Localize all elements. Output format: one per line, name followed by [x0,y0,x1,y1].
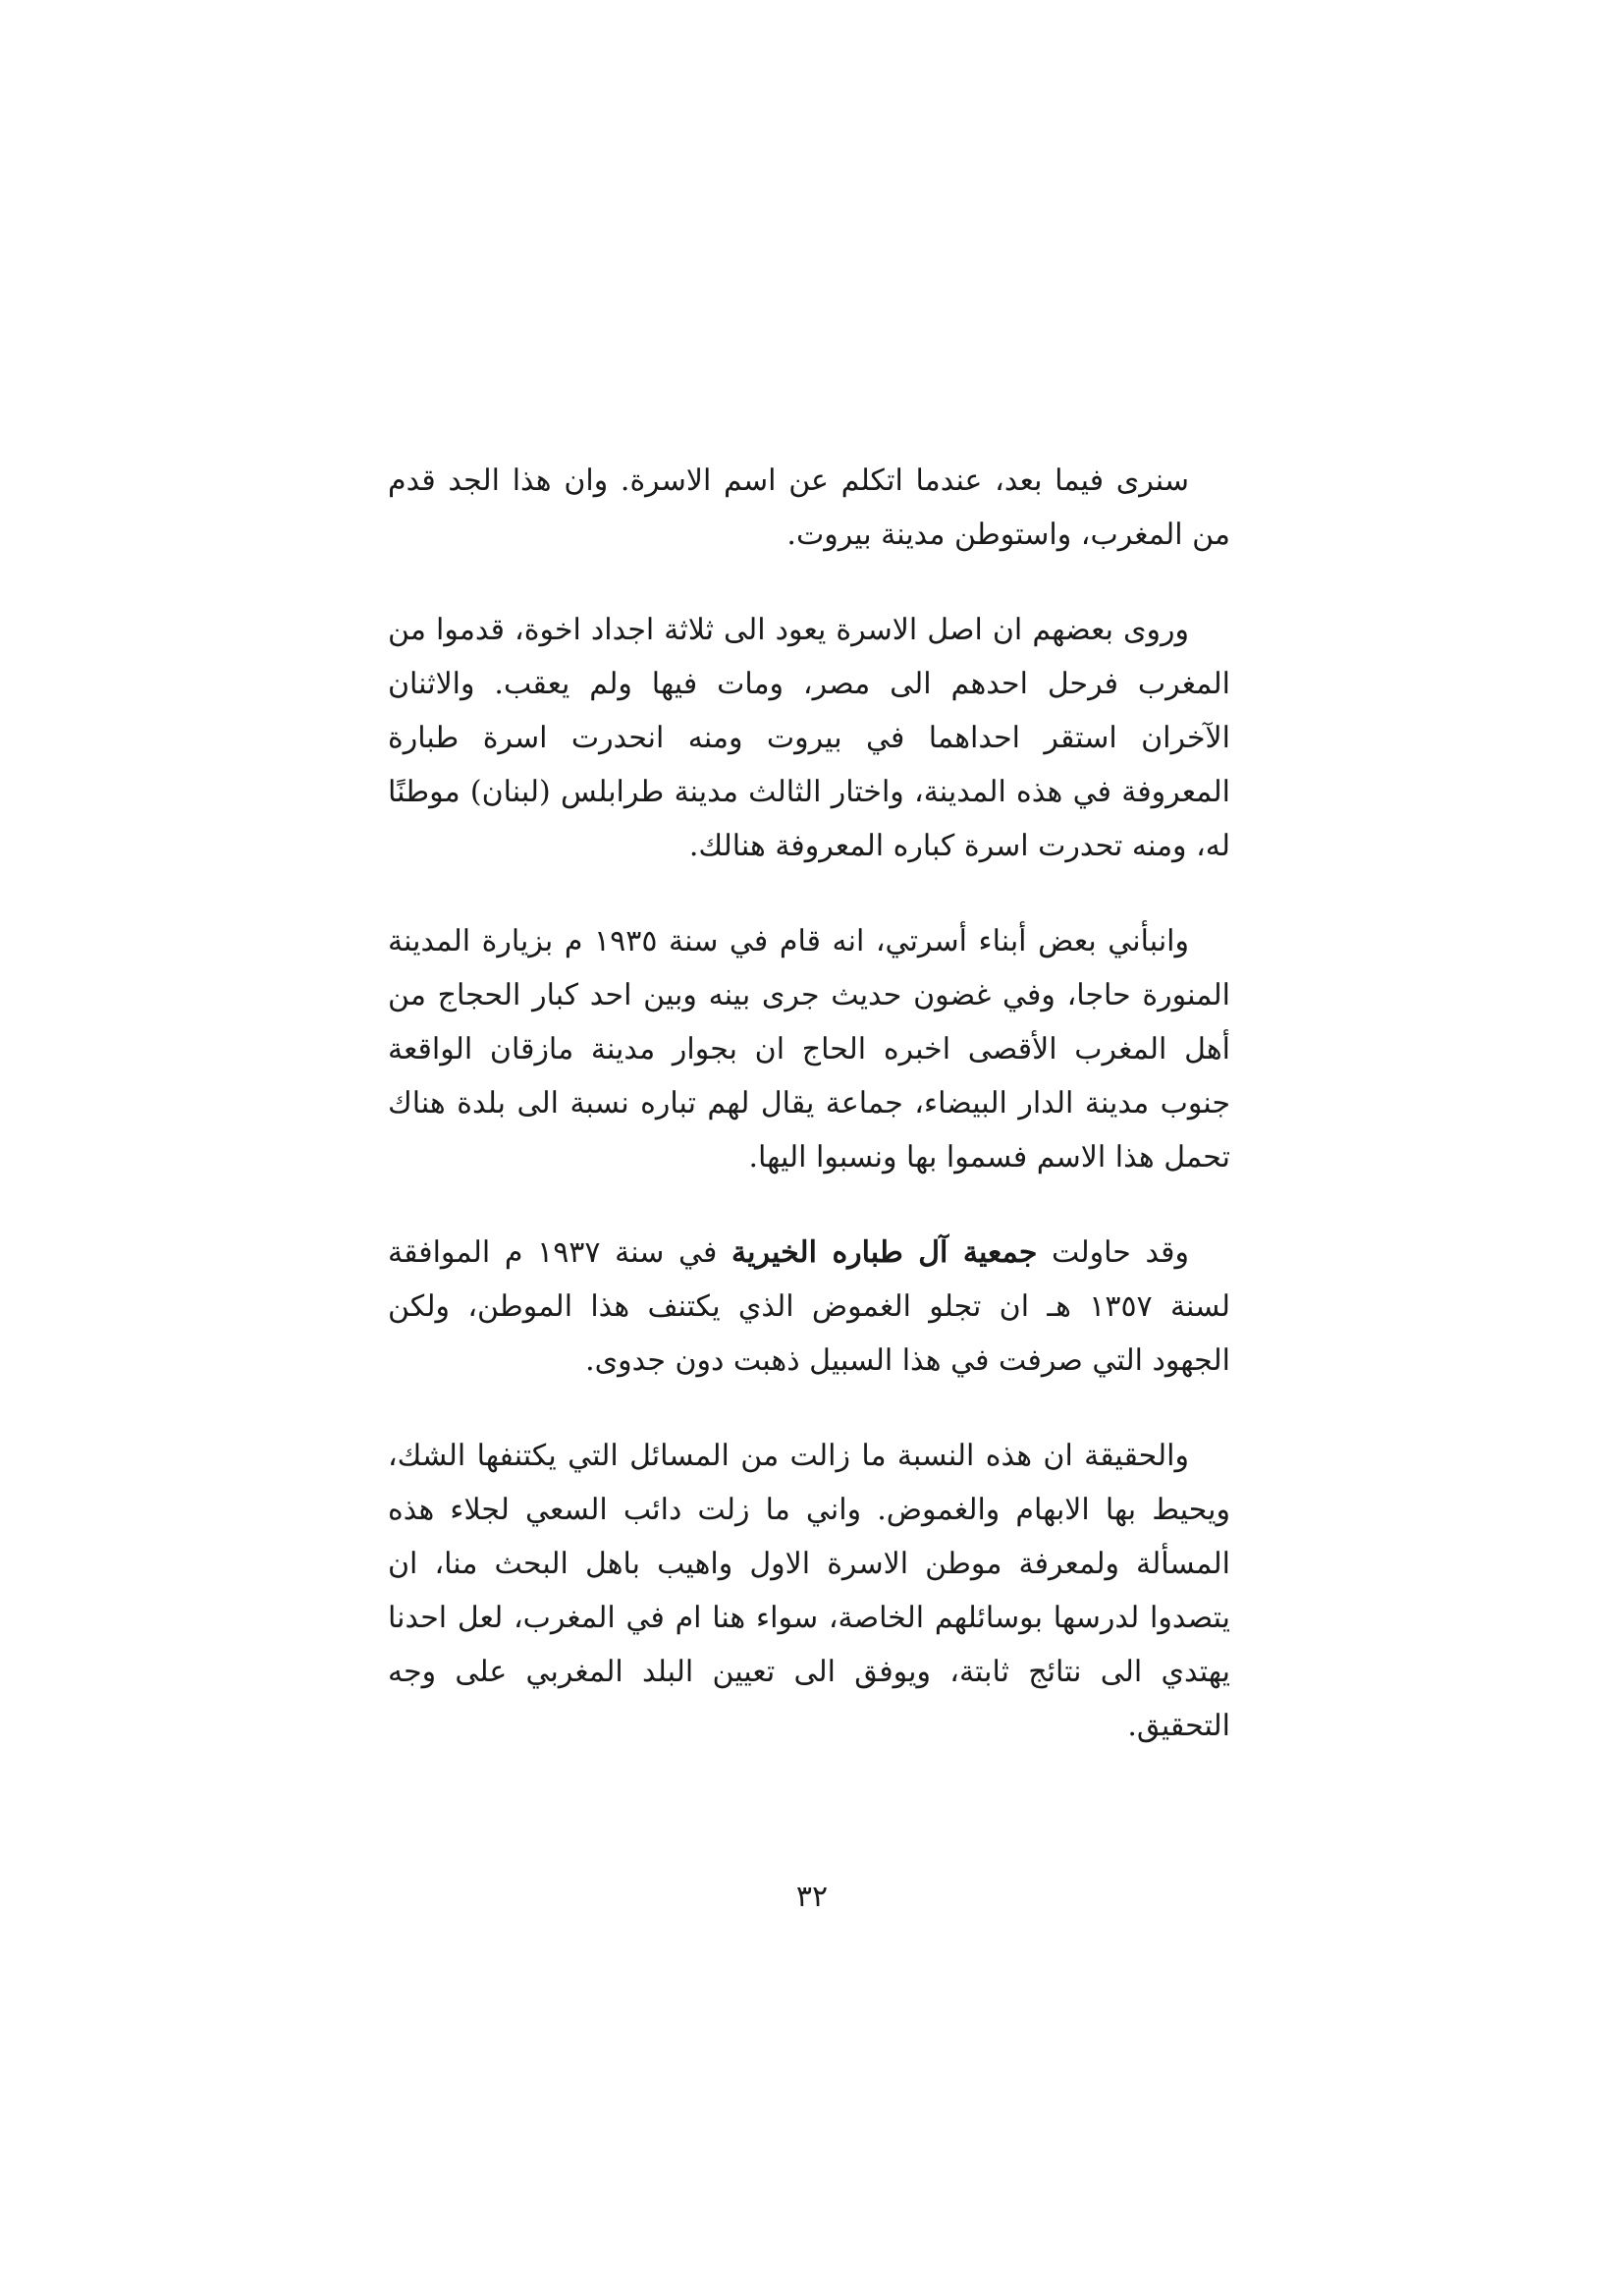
paragraph-4-society-name: جمعية آل طباره الخيرية [731,1235,1038,1270]
page-number: ٣٢ [795,1880,829,1914]
document-body [388,454,1230,1794]
paragraph-4-lead: وقد حاولت [1037,1235,1190,1270]
paragraph-1: سنرى فيما بعد، عندما اتكلم عن اسم الاسرة. وان هذا الجد قدم من المغرب، واستوطن مدينة بيروت. [388,464,1230,552]
paragraph-5: والحقيقة ان هذه النسبة ما زالت من المسائل التي يكتنفها الشك، ويحيط بها الابهام والغموض. واني ما زلت دائب السعي لجلاء هذه المسألة ولمعرفة موطن الاسرة الاول واهيب باهل البحث منا، ان يتصدوا لدرسها بوسائلهم الخاصة، سواء هنا ام في المغرب، لعل احدنا يهتدي الى نتائج ثابتة، ويوفق الى تعيين البلد المغربي على وجه التحقيق. [388,1439,1230,1743]
paragraph-4 [388,1226,1230,1388]
paragraph-4-rest: في سنة ١٩٣٧ م الموافقة لسنة ١٣٥٧ هـ ان تجلو الغموض الذي يكتنف هذا الموطن، ولكن الجهود التي صرفت في هذا السبيل ذهبت دون جدوى. [388,1235,1231,1378]
paragraph-2: وروى بعضهم ان اصل الاسرة يعود الى ثلاثة اجداد اخوة، قدموا من المغرب فرحل احدهم الى مصر، ومات فيها ولم يعقب. والاثنان الآخران استقر احداهما في بيروت ومنه انحدرت اسرة طبارة المعروفة في هذه المدينة، واختار الثالث مدينة طرابلس (لبنان) موطنًا له، ومنه تحدرت اسرة كباره المعروفة هنالك. [388,613,1230,863]
paragraph-3: وانبأني بعض أبناء أسرتي، انه قام في سنة ١٩٣٥ م بزيارة المدينة المنورة حاجا، وفي غضون حديث جرى بينه وبين احد كبار الحجاج من أهل المغرب الأقصى اخبره الحاج ان بجوار مدينة مازقان الواقعة جنوب مدينة الدار البيضاء، جماعة يقال لهم تباره نسبة الى بلدة هناك تحمل هذا الاسم فسموا بها ونسبوا اليها. [388,924,1230,1175]
